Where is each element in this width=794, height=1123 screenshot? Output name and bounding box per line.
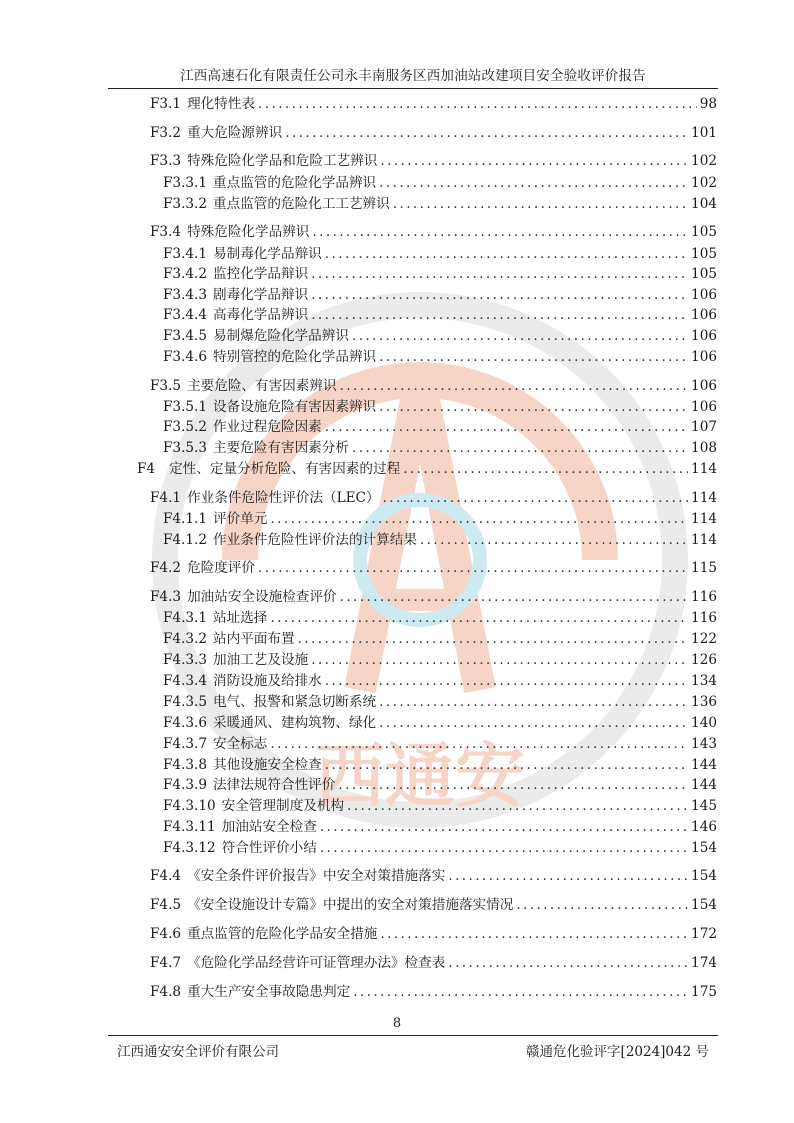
toc-leader-dots bbox=[325, 245, 688, 263]
toc-entry-number: F3.4.6 bbox=[163, 349, 208, 365]
toc-entry-page: 154 bbox=[691, 868, 717, 884]
toc-entry[interactable] bbox=[163, 630, 717, 648]
toc-entry-number: F4.1 bbox=[150, 490, 182, 506]
toc-entry-page: 102 bbox=[691, 153, 717, 169]
toc-entry-page: 115 bbox=[691, 560, 717, 576]
toc-entry-number: F4 bbox=[137, 461, 156, 477]
toc-entry-page: 101 bbox=[691, 125, 717, 141]
toc-entry-page: 122 bbox=[691, 631, 717, 647]
toc-entry-number: F4.4 bbox=[150, 868, 182, 884]
toc-entry[interactable] bbox=[163, 306, 717, 324]
toc-entry-label bbox=[163, 265, 308, 283]
toc-entry-label bbox=[163, 348, 376, 366]
toc-entry-number: F4.5 bbox=[150, 897, 182, 913]
toc-entry-title: 定性、定量分析危险、有害因素的过程 bbox=[169, 461, 401, 477]
footer-company: 江西通安安全评价有限公司 bbox=[117, 1044, 279, 1060]
toc-entry-number: F4.3.9 bbox=[163, 777, 208, 793]
toc-entry-title: 危险度评价 bbox=[187, 560, 256, 576]
toc-entry-label bbox=[150, 954, 445, 972]
toc-entry-label bbox=[150, 377, 337, 395]
toc-entry-title: 监控化学品辩识 bbox=[213, 266, 309, 282]
toc-entry-number: F3.4.3 bbox=[163, 287, 208, 303]
toc-entry-page: 105 bbox=[691, 246, 717, 262]
toc-entry-number: F4.3.6 bbox=[163, 715, 208, 731]
toc-entry-label bbox=[163, 531, 417, 549]
toc-entry-page: 146 bbox=[691, 819, 717, 835]
toc-leader-dots bbox=[379, 348, 688, 366]
toc-entry-page: 114 bbox=[691, 532, 717, 548]
toc-leader-dots bbox=[383, 489, 689, 507]
toc-entry-number: F4.3.7 bbox=[163, 736, 208, 752]
toc-entry-number: F3.4.4 bbox=[163, 307, 208, 323]
toc-entry-page: 106 bbox=[691, 399, 717, 415]
toc-entry-title: 安全管理制度及机构 bbox=[221, 798, 345, 814]
toc-leader-dots bbox=[403, 460, 688, 478]
toc-entry-title: 主要危险、有害因素辨识 bbox=[187, 378, 337, 394]
toc-entry-label bbox=[163, 651, 308, 669]
toc-entry[interactable] bbox=[150, 152, 717, 170]
toc-entry-label bbox=[163, 776, 335, 794]
toc-entry-page: 145 bbox=[691, 798, 717, 814]
toc-entry-label bbox=[163, 609, 267, 627]
toc-leader-dots bbox=[347, 797, 688, 815]
toc-entry-number: F4.1.1 bbox=[163, 511, 208, 527]
toc-entry[interactable] bbox=[163, 651, 717, 669]
toc-entry[interactable] bbox=[163, 776, 717, 794]
toc-entry-title: 作业条件危险性评价法（LEC） bbox=[187, 490, 380, 506]
toc-entry[interactable] bbox=[150, 95, 717, 113]
toc-entry[interactable] bbox=[163, 672, 717, 690]
toc-entry-page: 106 bbox=[691, 307, 717, 323]
toc-entry-label bbox=[163, 510, 267, 528]
toc-entry-label bbox=[163, 174, 376, 192]
toc-entry-label bbox=[150, 559, 255, 577]
toc-entry[interactable] bbox=[163, 714, 717, 732]
toc-entry-label bbox=[150, 489, 380, 507]
toc-entry[interactable] bbox=[150, 896, 717, 914]
toc-entry-title: 《安全设施设计专篇》中提出的安全对策措施落实情况 bbox=[187, 897, 514, 913]
toc-entry-number: F3.5.1 bbox=[163, 399, 208, 415]
toc-leader-dots bbox=[420, 531, 688, 549]
toc-entry-title: 高毒化学品辨识 bbox=[213, 307, 309, 323]
toc-entry[interactable] bbox=[163, 609, 717, 627]
toc-entry[interactable] bbox=[150, 983, 717, 1001]
toc-entry-page: 144 bbox=[691, 757, 717, 773]
toc-entry-title: 《危险化学品经营许可证管理办法》检查表 bbox=[187, 955, 446, 971]
toc-entry-number: F4.3.12 bbox=[163, 840, 216, 856]
toc-entry-label bbox=[150, 867, 445, 885]
watermark-center-text: 西通安 bbox=[315, 735, 525, 817]
toc-entry-number: F4.1.2 bbox=[163, 532, 208, 548]
toc-entry-page: 105 bbox=[691, 224, 717, 240]
toc-entry[interactable] bbox=[150, 588, 717, 606]
toc-entry-title: 消防设施及给排水 bbox=[213, 673, 322, 689]
toc-entry-title: 重点监管的危险化学品辨识 bbox=[213, 175, 377, 191]
toc-entry-page: 102 bbox=[691, 175, 717, 191]
toc-entry[interactable] bbox=[163, 735, 717, 753]
toc-entry-label bbox=[163, 693, 376, 711]
toc-entry-page: 126 bbox=[691, 652, 717, 668]
toc-entry-label bbox=[163, 797, 344, 815]
toc-entry-title: 设备设施危险有害因素辨识 bbox=[213, 399, 377, 415]
toc-entry-title: 易制毒化学品辩识 bbox=[213, 246, 322, 262]
toc-leader-dots bbox=[270, 510, 688, 528]
toc-leader-dots bbox=[340, 377, 688, 395]
toc-entry[interactable] bbox=[150, 124, 717, 142]
toc-entry-label bbox=[163, 439, 349, 457]
toc-entry-title: 作业条件危险性评价法的计算结果 bbox=[213, 532, 417, 548]
toc-entry-number: F3.4 bbox=[150, 224, 182, 240]
toc-leader-dots bbox=[380, 925, 688, 943]
toc-entry-number: F3.5.2 bbox=[163, 419, 208, 435]
toc-entry-page: 106 bbox=[691, 287, 717, 303]
toc-leader-dots bbox=[448, 954, 688, 972]
toc-entry[interactable] bbox=[137, 460, 717, 478]
toc-entry-number: F3.4.1 bbox=[163, 246, 208, 262]
toc-entry-label bbox=[163, 756, 322, 774]
toc-entry-label bbox=[163, 630, 295, 648]
toc-entry-number: F4.7 bbox=[150, 955, 182, 971]
toc-entry-title: 法律法规符合性评价 bbox=[213, 777, 336, 793]
toc-entry-label bbox=[150, 925, 377, 943]
toc-entry[interactable] bbox=[163, 245, 717, 263]
toc-entry-title: 特殊危险化学品和危险工艺辨识 bbox=[187, 153, 378, 169]
footer-divider bbox=[108, 1035, 718, 1036]
toc-entry-page: 114 bbox=[691, 461, 717, 477]
toc-leader-dots bbox=[312, 223, 688, 241]
toc-entry-number: F3.3.2 bbox=[163, 196, 208, 212]
toc-leader-dots bbox=[270, 735, 688, 753]
toc-entry-label bbox=[137, 460, 400, 478]
toc-entry-label bbox=[163, 327, 349, 345]
page-number: 8 bbox=[392, 1016, 402, 1031]
toc-entry-number: F4.3.1 bbox=[163, 610, 208, 626]
toc-leader-dots bbox=[393, 195, 688, 213]
toc-entry-label bbox=[150, 152, 377, 170]
toc-entry-page: 106 bbox=[691, 349, 717, 365]
toc-leader-dots bbox=[258, 559, 688, 577]
toc-entry-title: 作业过程危险因素 bbox=[213, 419, 322, 435]
toc-entry[interactable] bbox=[150, 559, 717, 577]
toc-entry-title: 重点监管的危险化工工艺辨识 bbox=[213, 196, 390, 212]
toc-entry[interactable] bbox=[163, 265, 717, 283]
toc-entry-title: 重大生产安全事故隐患判定 bbox=[187, 984, 351, 1000]
toc-entry-page: 107 bbox=[691, 419, 717, 435]
toc-entry-number: F4.3.10 bbox=[163, 798, 216, 814]
toc-entry[interactable] bbox=[150, 954, 717, 972]
toc-entry-page: 114 bbox=[691, 511, 717, 527]
toc-entry-label bbox=[163, 839, 317, 857]
toc-entry-label bbox=[150, 124, 282, 142]
toc-entry-label bbox=[150, 983, 350, 1001]
toc-entry-title: 其他设施安全检查 bbox=[213, 757, 322, 773]
toc-entry-number: F4.2 bbox=[150, 560, 182, 576]
toc-entry-label bbox=[150, 896, 513, 914]
toc-entry[interactable] bbox=[150, 867, 717, 885]
toc-entry-label bbox=[163, 672, 322, 690]
toc-entry-page: 144 bbox=[691, 777, 717, 793]
toc-leader-dots bbox=[380, 152, 688, 170]
toc-entry-label bbox=[150, 588, 337, 606]
toc-leader-dots bbox=[320, 818, 688, 836]
toc-entry[interactable] bbox=[150, 377, 717, 395]
toc-leader-dots bbox=[325, 672, 688, 690]
toc-entry-number: F4.3.11 bbox=[163, 819, 216, 835]
toc-leader-dots bbox=[311, 265, 688, 283]
toc-entry[interactable] bbox=[163, 418, 717, 436]
toc-entry[interactable] bbox=[163, 286, 717, 304]
toc-entry-page: 143 bbox=[691, 736, 717, 752]
toc-entry[interactable] bbox=[163, 327, 717, 345]
toc-entry[interactable] bbox=[163, 818, 717, 836]
toc-entry-label bbox=[163, 398, 376, 416]
toc-entry-title: 特别管控的危险化学品辨识 bbox=[213, 349, 377, 365]
toc-entry-number: F3.2 bbox=[150, 125, 182, 141]
toc-entry-number: F3.1 bbox=[150, 96, 182, 112]
toc-entry-page: 136 bbox=[691, 694, 717, 710]
toc-entry-title: 加油站安全检查 bbox=[221, 819, 317, 835]
toc-leader-dots bbox=[298, 630, 688, 648]
toc-entry[interactable] bbox=[163, 693, 717, 711]
toc-entry[interactable] bbox=[163, 174, 717, 192]
toc-entry-page: 98 bbox=[699, 96, 717, 112]
toc-entry[interactable] bbox=[163, 348, 717, 366]
toc-entry-page: 114 bbox=[691, 490, 717, 506]
toc-entry-page: 104 bbox=[691, 196, 717, 212]
toc-entry-number: F4.3.8 bbox=[163, 757, 208, 773]
toc-entry[interactable] bbox=[163, 398, 717, 416]
toc-entry-title: 剧毒化学品辩识 bbox=[213, 287, 309, 303]
toc-leader-dots bbox=[285, 124, 688, 142]
toc-entry-page: 134 bbox=[691, 673, 717, 689]
toc-entry-number: F4.3.3 bbox=[163, 652, 208, 668]
toc-entry[interactable] bbox=[163, 839, 717, 857]
toc-entry[interactable] bbox=[163, 797, 717, 815]
page-header-title: 江西高速石化有限责任公司永丰南服务区西加油站改建项目安全验收评价报告 bbox=[180, 68, 646, 84]
toc-entry-label bbox=[163, 714, 376, 732]
toc-entry-label bbox=[163, 286, 308, 304]
toc-entry-label bbox=[163, 245, 322, 263]
toc-entry-title: 加油工艺及设施 bbox=[213, 652, 309, 668]
toc-entry-title: 理化特性表 bbox=[187, 96, 256, 112]
toc-entry-page: 175 bbox=[691, 984, 717, 1000]
toc-leader-dots bbox=[311, 306, 688, 324]
toc-entry-label bbox=[163, 735, 267, 753]
toc-entry-page: 108 bbox=[691, 440, 717, 456]
toc-leader-dots bbox=[325, 418, 688, 436]
toc-entry-number: F3.5 bbox=[150, 378, 182, 394]
toc-entry[interactable] bbox=[150, 489, 717, 507]
toc-leader-dots bbox=[353, 983, 688, 1001]
toc-entry-page: 154 bbox=[691, 840, 717, 856]
toc-entry-title: 加油站安全设施检查评价 bbox=[187, 589, 337, 605]
toc-entry-title: 安全标志 bbox=[213, 736, 268, 752]
toc-entry[interactable] bbox=[163, 510, 717, 528]
toc-entry-number: F4.3.5 bbox=[163, 694, 208, 710]
toc-entry[interactable] bbox=[150, 925, 717, 943]
toc-entry-page: 105 bbox=[691, 266, 717, 282]
toc-entry-page: 106 bbox=[691, 328, 717, 344]
toc-entry-number: F3.4.5 bbox=[163, 328, 208, 344]
toc-leader-dots bbox=[379, 398, 688, 416]
toc-entry-page: 174 bbox=[691, 955, 717, 971]
toc-entry-number: F4.8 bbox=[150, 984, 182, 1000]
toc-entry[interactable] bbox=[163, 531, 717, 549]
toc-entry[interactable] bbox=[163, 756, 717, 774]
toc-entry-number: F4.6 bbox=[150, 926, 182, 942]
toc-entry-title: 站址选择 bbox=[213, 610, 268, 626]
toc-leader-dots bbox=[338, 776, 688, 794]
toc-leader-dots bbox=[311, 651, 688, 669]
toc-leader-dots bbox=[352, 439, 688, 457]
toc-entry-page: 140 bbox=[691, 715, 717, 731]
toc-leader-dots bbox=[448, 867, 688, 885]
toc-leader-dots bbox=[340, 588, 688, 606]
toc-entry-title: 站内平面布置 bbox=[213, 631, 295, 647]
toc-leader-dots bbox=[311, 286, 688, 304]
toc-leader-dots bbox=[270, 609, 688, 627]
toc-entry-label bbox=[163, 818, 317, 836]
toc-entry[interactable] bbox=[163, 195, 717, 213]
toc-entry-label bbox=[163, 195, 390, 213]
toc-entry-title: 符合性评价小结 bbox=[221, 840, 317, 856]
toc-leader-dots bbox=[320, 839, 688, 857]
toc-leader-dots bbox=[516, 896, 688, 914]
toc-entry-label bbox=[163, 418, 322, 436]
toc-entry-number: F3.4.2 bbox=[163, 266, 208, 282]
toc-entry-number: F3.3.1 bbox=[163, 175, 208, 191]
toc-entry-number: F3.3 bbox=[150, 153, 182, 169]
toc-entry-label bbox=[150, 95, 255, 113]
toc-leader-dots bbox=[379, 174, 688, 192]
toc-leader-dots bbox=[325, 756, 688, 774]
toc-entry-page: 116 bbox=[691, 610, 717, 626]
toc-entry-title: 易制爆危险化学品辨识 bbox=[213, 328, 349, 344]
toc-entry-number: F4.3 bbox=[150, 589, 182, 605]
toc-entry-title: 重点监管的危险化学品安全措施 bbox=[187, 926, 378, 942]
toc-entry-page: 106 bbox=[691, 378, 717, 394]
toc-leader-dots bbox=[379, 693, 688, 711]
toc-entry-title: 采暖通风、建构筑物、绿化 bbox=[213, 715, 377, 731]
toc-entry-title: 主要危险有害因素分析 bbox=[213, 440, 349, 456]
toc-entry-title: 《安全条件评价报告》中安全对策措施落实 bbox=[187, 868, 446, 884]
toc-entry[interactable] bbox=[163, 439, 717, 457]
toc-entry-label bbox=[150, 223, 309, 241]
toc-entry-page: 172 bbox=[691, 926, 717, 942]
toc-entry-number: F4.3.2 bbox=[163, 631, 208, 647]
toc-entry-title: 特殊危险化学品辨识 bbox=[187, 224, 310, 240]
toc-entry-label bbox=[163, 306, 308, 324]
toc-leader-dots bbox=[258, 95, 697, 113]
toc-entry-title: 重大危险源辨识 bbox=[187, 125, 283, 141]
toc-leader-dots bbox=[352, 327, 688, 345]
footer-doc-code: 赣通危化验评字[2024]042 号 bbox=[526, 1044, 709, 1060]
toc-entry[interactable] bbox=[150, 223, 717, 241]
toc-entry-page: 116 bbox=[691, 589, 717, 605]
toc-entry-title: 评价单元 bbox=[213, 511, 268, 527]
toc-entry-title: 电气、报警和紧急切断系统 bbox=[213, 694, 377, 710]
toc-entry-page: 154 bbox=[691, 897, 717, 913]
toc-leader-dots bbox=[379, 714, 688, 732]
toc-entry-number: F4.3.4 bbox=[163, 673, 208, 689]
toc-entry-number: F3.5.3 bbox=[163, 440, 208, 456]
